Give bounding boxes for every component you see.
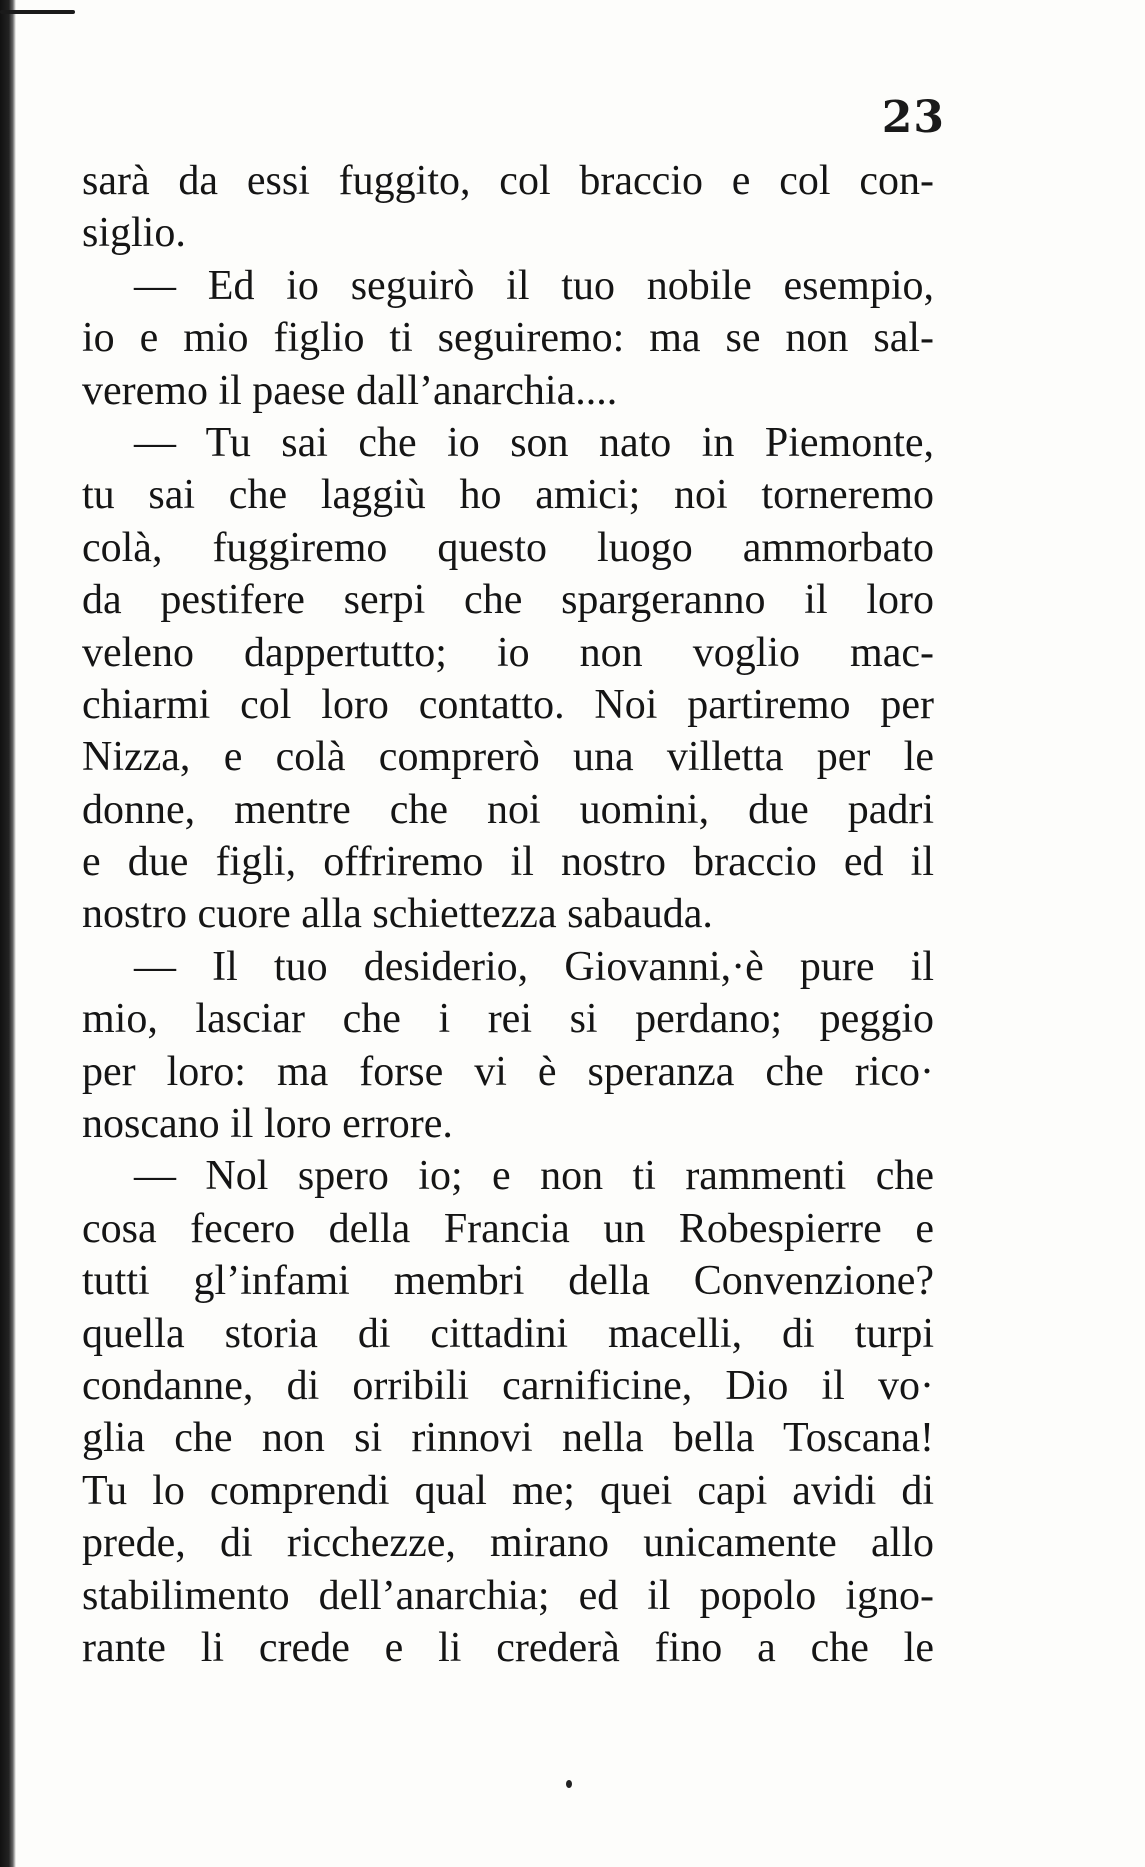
text-line: prede, di ricchezze, mirano unicamente allo bbox=[82, 1520, 934, 1567]
ink-speck bbox=[566, 1780, 572, 1788]
text-line: sarà da essi fuggito, col braccio e col con- bbox=[82, 158, 934, 204]
body-text bbox=[82, 155, 934, 1674]
text-line: siglio. bbox=[82, 210, 186, 257]
text-line: chiarmi col loro contatto. Noi partiremo per bbox=[82, 681, 934, 728]
text-line: e due figli, offriremo il nostro braccio ed il bbox=[82, 839, 934, 886]
text-line: veremo il paese dall’anarchia.... bbox=[82, 367, 618, 414]
text-line: — Ed io seguirò il tuo nobile esempio, bbox=[134, 262, 934, 309]
text-line: condanne, di orribili carnificine, Dio il vo· bbox=[82, 1362, 934, 1409]
text-line: noscano il loro errore. bbox=[82, 1101, 453, 1148]
page-binding-edge bbox=[0, 0, 16, 1867]
text-line: Tu lo comprendi qual me; quei capi avidi di bbox=[82, 1467, 934, 1514]
text-line: veleno dappertutto; io non voglio mac- bbox=[82, 629, 934, 676]
binding-top-mark bbox=[0, 10, 75, 14]
text-line: mio, lasciar che i rei si perdano; peggio bbox=[82, 996, 934, 1043]
text-line: da pestifere serpi che spargeranno il loro bbox=[82, 577, 934, 624]
text-line: tu sai che laggiù ho amici; noi torneremo bbox=[82, 472, 934, 519]
text-line: cosa fecero della Francia un Robespierre e bbox=[82, 1205, 934, 1252]
text-line: per loro: ma forse vi è speranza che rico· bbox=[82, 1048, 934, 1095]
text-line: donne, mentre che noi uomini, due padri bbox=[82, 786, 934, 833]
text-line: quella storia di cittadini macelli, di turpi bbox=[82, 1310, 934, 1357]
page-number: 23 bbox=[881, 92, 945, 143]
text-line: glia che non si rinnovi nella bella Toscana! bbox=[82, 1415, 934, 1462]
text-line: Nizza, e colà comprerò una villetta per le bbox=[82, 734, 934, 781]
text-line: — Il tuo desiderio, Giovanni,·è pure il bbox=[134, 943, 934, 990]
text-line: rante li crede e li crederà fino a che le bbox=[82, 1624, 934, 1671]
text-line: stabilimento dell’anarchia; ed il popolo igno- bbox=[82, 1572, 934, 1619]
text-line: nostro cuore alla schiettezza sabauda. bbox=[82, 891, 713, 938]
text-line: colà, fuggiremo questo luogo ammorbato bbox=[82, 524, 934, 571]
text-line: tutti gl’infami membri della Convenzione? bbox=[82, 1258, 934, 1305]
text-line: — Tu sai che io son nato in Piemonte, bbox=[134, 419, 934, 466]
text-line: — Nol spero io; e non ti rammenti che bbox=[134, 1153, 934, 1200]
text-line: io e mio figlio ti seguiremo: ma se non sal- bbox=[82, 315, 934, 362]
